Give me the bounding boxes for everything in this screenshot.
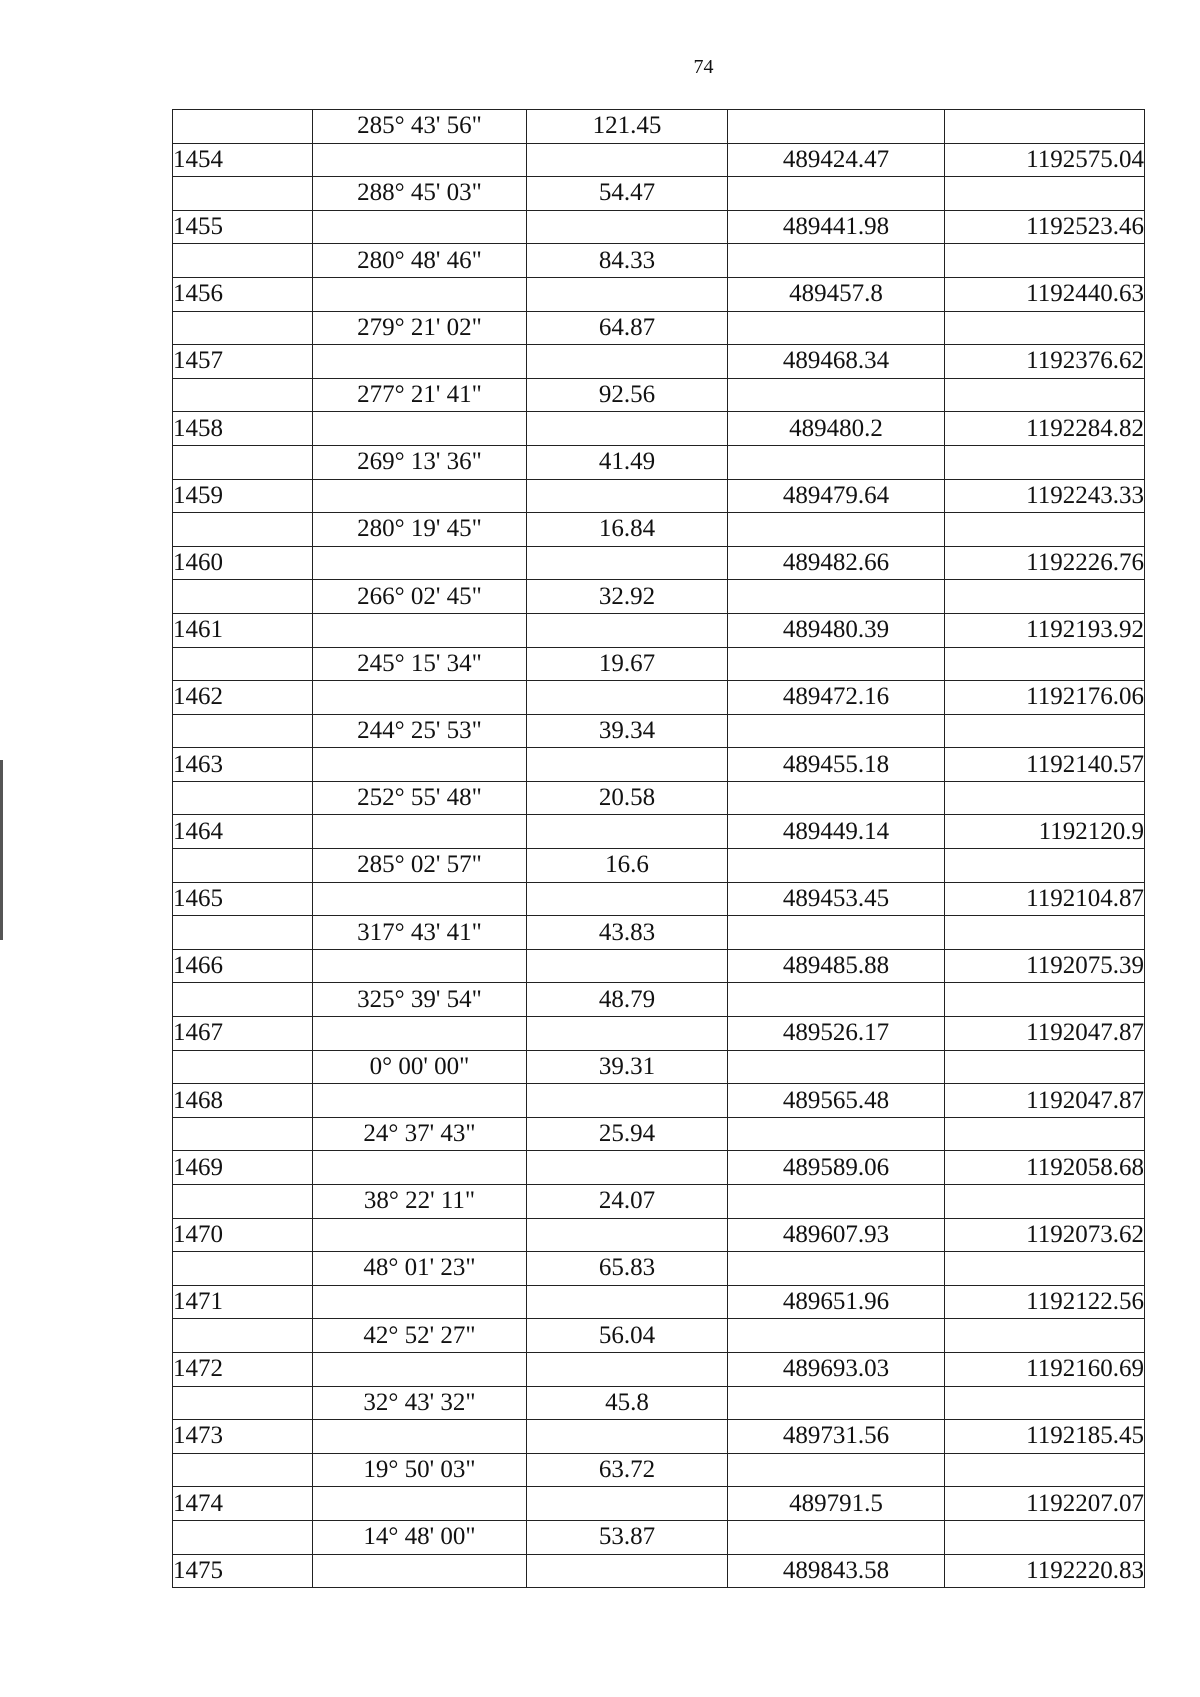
point-id-cell: 1474 [173, 1487, 313, 1521]
point-id-cell [173, 849, 313, 883]
bearing-cell: 0° 00' 00" [313, 1050, 527, 1084]
point-id-cell: 1455 [173, 210, 313, 244]
bearing-cell [313, 681, 527, 715]
x-coordinate-cell: 489607.93 [728, 1218, 945, 1252]
distance-cell [527, 681, 728, 715]
x-coordinate-cell: 489485.88 [728, 949, 945, 983]
bearing-cell: 280° 19' 45" [313, 513, 527, 547]
segment-row [173, 916, 1145, 950]
distance-cell: 54.47 [527, 177, 728, 211]
point-row [173, 210, 1145, 244]
x-coordinate-cell: 489565.48 [728, 1084, 945, 1118]
segment-row [173, 1050, 1145, 1084]
x-coordinate-cell [728, 916, 945, 950]
point-id-cell [173, 244, 313, 278]
y-coordinate-cell [945, 714, 1145, 748]
point-id-cell: 1465 [173, 882, 313, 916]
point-id-cell: 1458 [173, 412, 313, 446]
x-coordinate-cell: 489455.18 [728, 748, 945, 782]
distance-cell [527, 277, 728, 311]
distance-cell: 53.87 [527, 1520, 728, 1554]
bearing-cell [313, 479, 527, 513]
distance-cell [527, 815, 728, 849]
x-coordinate-cell: 489731.56 [728, 1420, 945, 1454]
x-coordinate-cell [728, 1252, 945, 1286]
x-coordinate-cell [728, 1319, 945, 1353]
point-row [173, 1352, 1145, 1386]
y-coordinate-cell: 1192243.33 [945, 479, 1145, 513]
y-coordinate-cell: 1192047.87 [945, 1084, 1145, 1118]
distance-cell: 48.79 [527, 983, 728, 1017]
point-id-cell: 1475 [173, 1554, 313, 1588]
segment-row [173, 647, 1145, 681]
x-coordinate-cell: 489457.8 [728, 277, 945, 311]
distance-cell [527, 1218, 728, 1252]
x-coordinate-cell [728, 110, 945, 144]
distance-cell: 121.45 [527, 110, 728, 144]
point-row [173, 815, 1145, 849]
point-row [173, 143, 1145, 177]
segment-row [173, 983, 1145, 1017]
bearing-cell [313, 1218, 527, 1252]
bearing-cell [313, 546, 527, 580]
distance-cell: 92.56 [527, 378, 728, 412]
x-coordinate-cell: 489468.34 [728, 345, 945, 379]
segment-row [173, 110, 1145, 144]
point-row [173, 1487, 1145, 1521]
point-row [173, 1084, 1145, 1118]
x-coordinate-cell [728, 1386, 945, 1420]
bearing-cell [313, 882, 527, 916]
distance-cell [527, 1554, 728, 1588]
point-row [173, 949, 1145, 983]
y-coordinate-cell: 1192104.87 [945, 882, 1145, 916]
segment-row [173, 244, 1145, 278]
y-coordinate-cell: 1192440.63 [945, 277, 1145, 311]
x-coordinate-cell: 489651.96 [728, 1285, 945, 1319]
x-coordinate-cell [728, 983, 945, 1017]
bearing-cell [313, 277, 527, 311]
bearing-cell: 24° 37' 43" [313, 1117, 527, 1151]
segment-row [173, 378, 1145, 412]
distance-cell [527, 479, 728, 513]
bearing-cell [313, 1285, 527, 1319]
distance-cell [527, 748, 728, 782]
bearing-cell [313, 1352, 527, 1386]
bearing-cell: 14° 48' 00" [313, 1520, 527, 1554]
y-coordinate-cell [945, 1185, 1145, 1219]
bearing-cell: 252° 55' 48" [313, 781, 527, 815]
point-id-cell: 1462 [173, 681, 313, 715]
coordinate-table-body [173, 110, 1145, 1588]
distance-cell [527, 345, 728, 379]
y-coordinate-cell: 1192140.57 [945, 748, 1145, 782]
distance-cell: 39.34 [527, 714, 728, 748]
point-id-cell: 1461 [173, 613, 313, 647]
point-id-cell [173, 983, 313, 1017]
y-coordinate-cell [945, 378, 1145, 412]
point-id-cell [173, 378, 313, 412]
point-row [173, 882, 1145, 916]
y-coordinate-cell [945, 647, 1145, 681]
distance-cell [527, 1352, 728, 1386]
point-id-cell: 1466 [173, 949, 313, 983]
distance-cell: 39.31 [527, 1050, 728, 1084]
point-row [173, 345, 1145, 379]
bearing-cell [313, 1151, 527, 1185]
distance-cell [527, 143, 728, 177]
y-coordinate-cell: 1192160.69 [945, 1352, 1145, 1386]
x-coordinate-cell [728, 647, 945, 681]
y-coordinate-cell [945, 580, 1145, 614]
point-row [173, 546, 1145, 580]
y-coordinate-cell: 1192122.56 [945, 1285, 1145, 1319]
y-coordinate-cell [945, 1319, 1145, 1353]
distance-cell: 63.72 [527, 1453, 728, 1487]
x-coordinate-cell: 489482.66 [728, 546, 945, 580]
distance-cell [527, 1420, 728, 1454]
distance-cell: 45.8 [527, 1386, 728, 1420]
distance-cell [527, 613, 728, 647]
segment-row [173, 1252, 1145, 1286]
point-id-cell [173, 580, 313, 614]
segment-row [173, 1520, 1145, 1554]
distance-cell [527, 1285, 728, 1319]
distance-cell [527, 1151, 728, 1185]
y-coordinate-cell [945, 1386, 1145, 1420]
y-coordinate-cell: 1192193.92 [945, 613, 1145, 647]
point-id-cell [173, 781, 313, 815]
x-coordinate-cell: 489424.47 [728, 143, 945, 177]
x-coordinate-cell: 489480.2 [728, 412, 945, 446]
y-coordinate-cell: 1192073.62 [945, 1218, 1145, 1252]
distance-cell: 41.49 [527, 445, 728, 479]
distance-cell: 19.67 [527, 647, 728, 681]
distance-cell: 20.58 [527, 781, 728, 815]
point-id-cell: 1473 [173, 1420, 313, 1454]
point-id-cell [173, 513, 313, 547]
point-row [173, 1151, 1145, 1185]
x-coordinate-cell [728, 1117, 945, 1151]
y-coordinate-cell [945, 1453, 1145, 1487]
segment-row [173, 1185, 1145, 1219]
bearing-cell [313, 613, 527, 647]
segment-row [173, 513, 1145, 547]
page-number: 74 [693, 56, 714, 78]
bearing-cell [313, 1420, 527, 1454]
segment-row [173, 580, 1145, 614]
point-id-cell [173, 647, 313, 681]
point-id-cell: 1456 [173, 277, 313, 311]
x-coordinate-cell [728, 445, 945, 479]
bearing-cell: 288° 45' 03" [313, 177, 527, 211]
x-coordinate-cell [728, 1050, 945, 1084]
x-coordinate-cell [728, 177, 945, 211]
y-coordinate-cell: 1192058.68 [945, 1151, 1145, 1185]
y-coordinate-cell: 1192523.46 [945, 210, 1145, 244]
y-coordinate-cell: 1192226.76 [945, 546, 1145, 580]
point-row [173, 412, 1145, 446]
y-coordinate-cell [945, 244, 1145, 278]
y-coordinate-cell: 1192176.06 [945, 681, 1145, 715]
y-coordinate-cell: 1192575.04 [945, 143, 1145, 177]
bearing-cell: 280° 48' 46" [313, 244, 527, 278]
point-id-cell [173, 1386, 313, 1420]
segment-row [173, 1453, 1145, 1487]
x-coordinate-cell: 489449.14 [728, 815, 945, 849]
x-coordinate-cell: 489479.64 [728, 479, 945, 513]
x-coordinate-cell [728, 1520, 945, 1554]
bearing-cell: 269° 13' 36" [313, 445, 527, 479]
distance-cell: 16.6 [527, 849, 728, 883]
bearing-cell [313, 748, 527, 782]
bearing-cell: 19° 50' 03" [313, 1453, 527, 1487]
segment-row [173, 311, 1145, 345]
y-coordinate-cell: 1192207.07 [945, 1487, 1145, 1521]
bearing-cell: 325° 39' 54" [313, 983, 527, 1017]
segment-row [173, 714, 1145, 748]
y-coordinate-cell: 1192047.87 [945, 1017, 1145, 1051]
x-coordinate-cell [728, 1453, 945, 1487]
y-coordinate-cell: 1192120.9 [945, 815, 1145, 849]
coordinate-table [172, 109, 1145, 1588]
point-row [173, 748, 1145, 782]
segment-row [173, 1319, 1145, 1353]
distance-cell [527, 1084, 728, 1118]
point-row [173, 1017, 1145, 1051]
point-id-cell: 1459 [173, 479, 313, 513]
distance-cell [527, 949, 728, 983]
bearing-cell [313, 143, 527, 177]
segment-row [173, 1117, 1145, 1151]
x-coordinate-cell [728, 378, 945, 412]
point-row [173, 1218, 1145, 1252]
y-coordinate-cell: 1192220.83 [945, 1554, 1145, 1588]
x-coordinate-cell [728, 1185, 945, 1219]
point-id-cell [173, 445, 313, 479]
point-id-cell [173, 311, 313, 345]
distance-cell: 43.83 [527, 916, 728, 950]
x-coordinate-cell [728, 244, 945, 278]
distance-cell: 24.07 [527, 1185, 728, 1219]
segment-row [173, 849, 1145, 883]
x-coordinate-cell [728, 580, 945, 614]
bearing-cell [313, 412, 527, 446]
bearing-cell: 38° 22' 11" [313, 1185, 527, 1219]
distance-cell [527, 1487, 728, 1521]
y-coordinate-cell [945, 916, 1145, 950]
distance-cell: 84.33 [527, 244, 728, 278]
point-id-cell: 1454 [173, 143, 313, 177]
point-id-cell: 1471 [173, 1285, 313, 1319]
point-row [173, 479, 1145, 513]
y-coordinate-cell [945, 1520, 1145, 1554]
x-coordinate-cell [728, 781, 945, 815]
bearing-cell: 266° 02' 45" [313, 580, 527, 614]
bearing-cell [313, 1487, 527, 1521]
x-coordinate-cell: 489480.39 [728, 613, 945, 647]
bearing-cell [313, 1017, 527, 1051]
distance-cell: 65.83 [527, 1252, 728, 1286]
distance-cell [527, 210, 728, 244]
x-coordinate-cell: 489526.17 [728, 1017, 945, 1051]
bearing-cell: 244° 25' 53" [313, 714, 527, 748]
x-coordinate-cell [728, 849, 945, 883]
point-id-cell: 1472 [173, 1352, 313, 1386]
y-coordinate-cell: 1192185.45 [945, 1420, 1145, 1454]
bearing-cell: 285° 43' 56" [313, 110, 527, 144]
y-coordinate-cell [945, 983, 1145, 1017]
point-row [173, 1285, 1145, 1319]
distance-cell: 64.87 [527, 311, 728, 345]
point-id-cell: 1470 [173, 1218, 313, 1252]
x-coordinate-cell: 489589.06 [728, 1151, 945, 1185]
point-id-cell: 1457 [173, 345, 313, 379]
bearing-cell [313, 815, 527, 849]
x-coordinate-cell: 489453.45 [728, 882, 945, 916]
bearing-cell [313, 949, 527, 983]
y-coordinate-cell [945, 177, 1145, 211]
y-coordinate-cell: 1192284.82 [945, 412, 1145, 446]
point-id-cell: 1469 [173, 1151, 313, 1185]
y-coordinate-cell [945, 781, 1145, 815]
x-coordinate-cell: 489791.5 [728, 1487, 945, 1521]
x-coordinate-cell [728, 714, 945, 748]
bearing-cell [313, 345, 527, 379]
distance-cell: 32.92 [527, 580, 728, 614]
bearing-cell: 317° 43' 41" [313, 916, 527, 950]
point-id-cell [173, 177, 313, 211]
bearing-cell: 277° 21' 41" [313, 378, 527, 412]
point-row [173, 277, 1145, 311]
y-coordinate-cell [945, 311, 1145, 345]
point-id-cell [173, 1453, 313, 1487]
distance-cell [527, 882, 728, 916]
y-coordinate-cell [945, 849, 1145, 883]
bearing-cell: 42° 52' 27" [313, 1319, 527, 1353]
distance-cell: 25.94 [527, 1117, 728, 1151]
scan-edge-mark [0, 760, 3, 940]
point-id-cell: 1467 [173, 1017, 313, 1051]
point-row [173, 1420, 1145, 1454]
bearing-cell: 285° 02' 57" [313, 849, 527, 883]
point-row [173, 613, 1145, 647]
x-coordinate-cell: 489441.98 [728, 210, 945, 244]
point-row [173, 681, 1145, 715]
segment-row [173, 1386, 1145, 1420]
y-coordinate-cell [945, 1050, 1145, 1084]
bearing-cell: 48° 01' 23" [313, 1252, 527, 1286]
point-id-cell: 1464 [173, 815, 313, 849]
y-coordinate-cell [945, 110, 1145, 144]
x-coordinate-cell: 489472.16 [728, 681, 945, 715]
point-id-cell: 1463 [173, 748, 313, 782]
point-id-cell [173, 1319, 313, 1353]
point-row [173, 1554, 1145, 1588]
x-coordinate-cell: 489843.58 [728, 1554, 945, 1588]
bearing-cell: 32° 43' 32" [313, 1386, 527, 1420]
segment-row [173, 177, 1145, 211]
bearing-cell [313, 1554, 527, 1588]
point-id-cell [173, 110, 313, 144]
point-id-cell [173, 1050, 313, 1084]
y-coordinate-cell [945, 513, 1145, 547]
point-id-cell: 1460 [173, 546, 313, 580]
segment-row [173, 445, 1145, 479]
y-coordinate-cell [945, 1117, 1145, 1151]
distance-cell [527, 1017, 728, 1051]
bearing-cell: 245° 15' 34" [313, 647, 527, 681]
bearing-cell: 279° 21' 02" [313, 311, 527, 345]
bearing-cell [313, 1084, 527, 1118]
x-coordinate-cell [728, 513, 945, 547]
distance-cell [527, 412, 728, 446]
point-id-cell [173, 1252, 313, 1286]
point-id-cell [173, 1185, 313, 1219]
y-coordinate-cell [945, 445, 1145, 479]
x-coordinate-cell [728, 311, 945, 345]
y-coordinate-cell [945, 1252, 1145, 1286]
distance-cell: 16.84 [527, 513, 728, 547]
segment-row [173, 781, 1145, 815]
y-coordinate-cell: 1192075.39 [945, 949, 1145, 983]
distance-cell: 56.04 [527, 1319, 728, 1353]
bearing-cell [313, 210, 527, 244]
distance-cell [527, 546, 728, 580]
point-id-cell [173, 1520, 313, 1554]
point-id-cell: 1468 [173, 1084, 313, 1118]
point-id-cell [173, 714, 313, 748]
point-id-cell [173, 1117, 313, 1151]
y-coordinate-cell: 1192376.62 [945, 345, 1145, 379]
point-id-cell [173, 916, 313, 950]
x-coordinate-cell: 489693.03 [728, 1352, 945, 1386]
